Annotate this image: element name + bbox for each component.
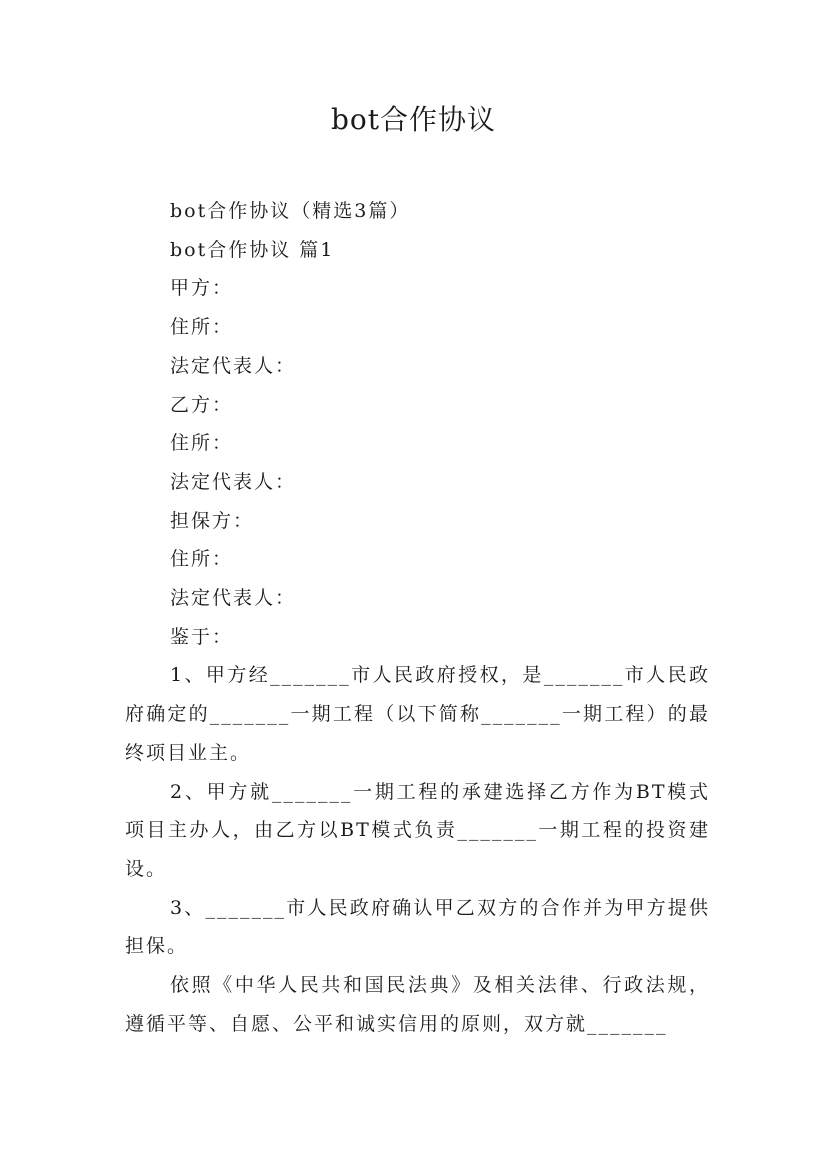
section-heading: bot合作协议 篇1 — [170, 238, 335, 261]
document-title: bot合作协议 — [330, 103, 497, 136]
recital-paragraph-2: 2、甲方就_______一期工程的承建选择乙方作为BT模式项目主办人，由乙方以BT模式负责_______一期工程的投资建设。 — [125, 780, 710, 880]
party-b-label: 乙方： — [170, 393, 234, 416]
party-b-address-label: 住所： — [170, 432, 234, 455]
document-body — [125, 192, 710, 1043]
document-subtitle: bot合作协议（精选3篇） — [170, 200, 411, 222]
party-b-representative-label: 法定代表人： — [170, 470, 297, 493]
party-a-address-label: 住所： — [170, 316, 234, 339]
recital-paragraph-3: 3、_______市人民政府确认甲乙双方的合作并为甲方提供担保。 — [125, 896, 710, 958]
guarantor-address-label: 住所： — [170, 548, 234, 571]
party-a-representative-label: 法定代表人： — [170, 354, 297, 377]
guarantor-representative-label: 法定代表人： — [170, 587, 297, 610]
whereas-label: 鉴于： — [170, 625, 234, 648]
basis-paragraph: 依照《中华人民共和国民法典》及相关法律、行政法规，遵循平等、自愿、公平和诚实信用的原则，双方就_______ — [125, 974, 710, 1035]
recital-paragraph-1: 1、甲方经_______市人民政府授权，是_______市人民政府确定的_______一期工程（以下简称_______一期工程）的最终项目业主。 — [125, 664, 710, 764]
party-a-label: 甲方： — [170, 277, 234, 300]
guarantor-label: 担保方： — [170, 509, 255, 532]
